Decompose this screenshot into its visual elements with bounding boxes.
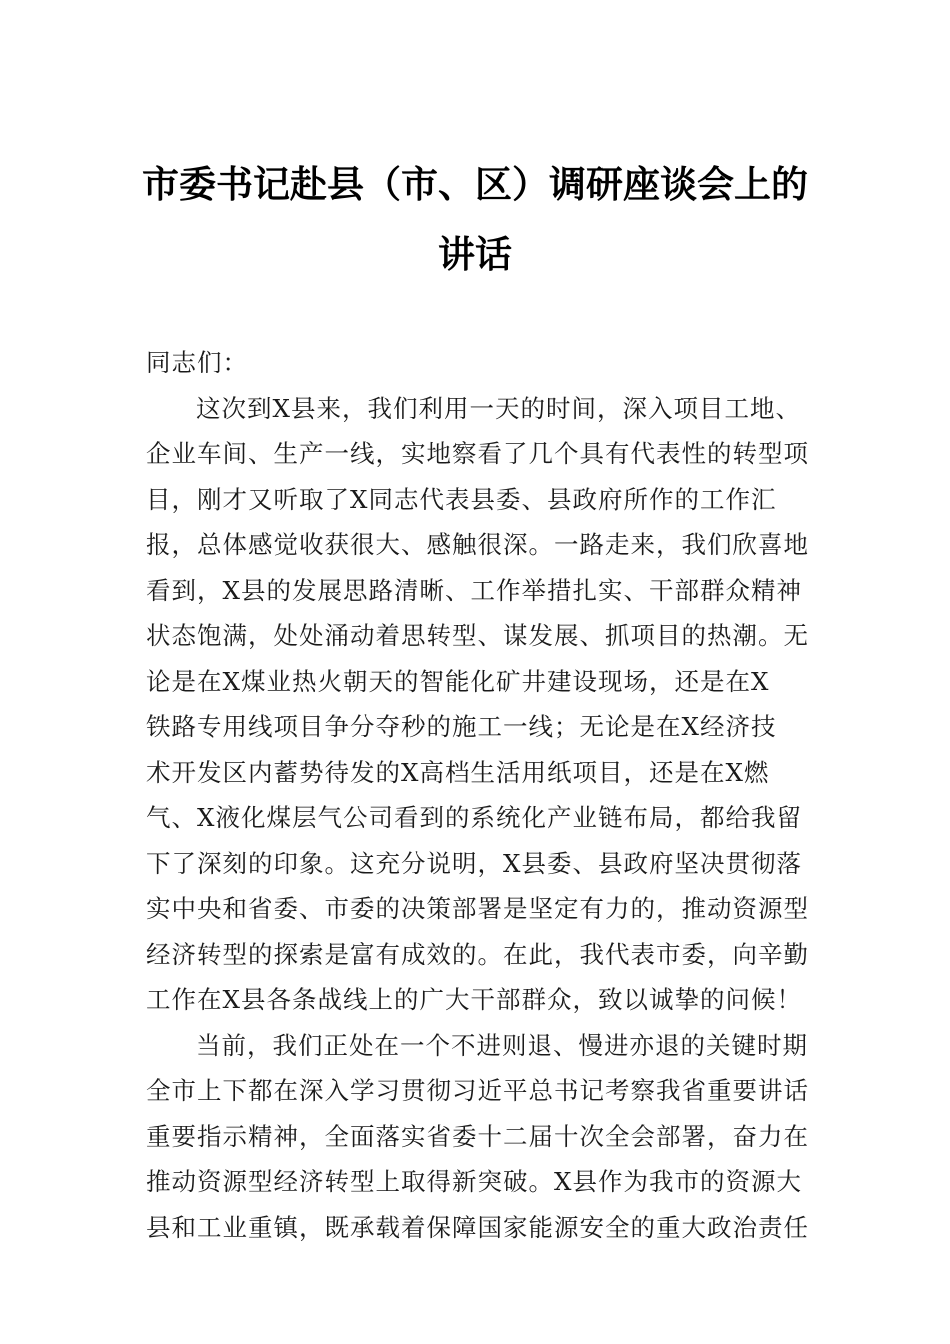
paragraph-line: 全市上下都在深入学习贯彻习近平总书记考察我省重要讲话 — [146, 1076, 809, 1105]
paragraph-2 — [146, 1023, 818, 1251]
paragraph-line: 状态饱满，处处涌动着思转型、谋发展、抓项目的热潮。无 — [146, 621, 809, 650]
paragraph-line: 实中央和省委、市委的决策部署是坚定有力的，推动资源型 — [146, 894, 809, 923]
paragraph-line: 当前，我们正处在一个不进则退、慢进亦退的关键时期 — [196, 1030, 808, 1060]
greeting: 同志们： — [146, 348, 248, 377]
document-body — [146, 340, 818, 1250]
paragraph-line: 铁路专用线项目争分夺秒的施工一线；无论是在X经济技 — [146, 712, 777, 741]
paragraph-line: 看到，X县的发展思路清晰、工作举措扎实、干部群众精神 — [146, 575, 802, 605]
paragraph-line: 目，刚才又听取了X同志代表县委、县政府所作的工作汇 — [146, 484, 777, 514]
paragraph-1 — [146, 386, 818, 1023]
paragraph-line: 重要指示精神，全面落实省委十二届十次全会部署，奋力在 — [146, 1121, 809, 1151]
paragraph-line: 术开发区内蓄势待发的X高档生活用纸项目，还是在X燃 — [146, 757, 770, 787]
paragraph-line: 工作在X县各条战线上的广大干部群众，致以诚挚的问候！ — [146, 985, 802, 1014]
paragraph-line: 经济转型的探索是富有成效的。在此，我代表市委，向辛勤 — [146, 939, 809, 969]
paragraph-line: 企业车间、生产一线，实地察看了几个具有代表性的转型项 — [146, 439, 809, 468]
document-title-line-1: 市委书记赴县（市、区）调研座谈会上的 — [142, 162, 808, 206]
paragraph-line: 推动资源型经济转型上取得新突破。X县作为我市的资源大 — [146, 1167, 802, 1196]
paragraph-line: 下了深刻的印象。这充分说明，X县委、县政府坚决贯彻落 — [146, 848, 802, 878]
paragraph-line: 气、X液化煤层气公司看到的系统化产业链布局，都给我留 — [146, 803, 802, 832]
paragraph-line: 报，总体感觉收获很大、感触很深。一路走来，我们欣喜地 — [146, 530, 809, 559]
paragraph-line: 这次到X县来，我们利用一天的时间，深入项目工地、 — [196, 393, 801, 423]
document-title-line-2: 讲话 — [438, 232, 512, 276]
paragraph-line: 县和工业重镇，既承载着保障国家能源安全的重大政治责任 — [146, 1212, 809, 1242]
paragraph-line: 论是在X煤业热火朝天的智能化矿井建设现场，还是在X — [146, 666, 770, 696]
